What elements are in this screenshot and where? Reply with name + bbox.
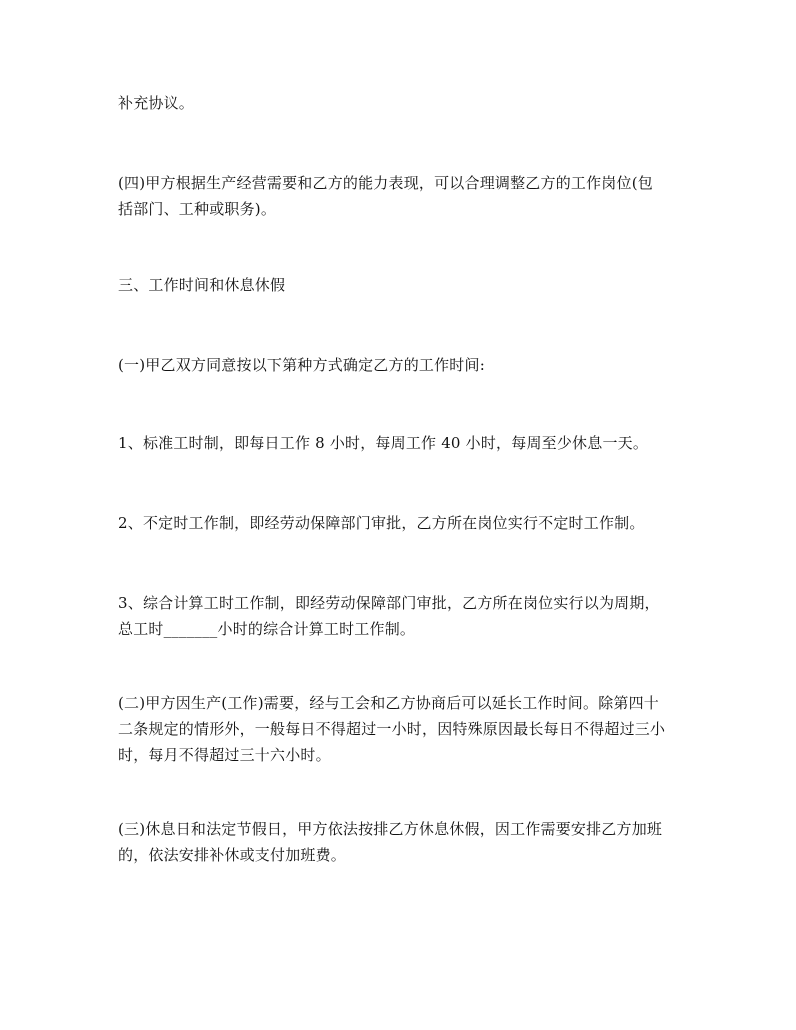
- paragraph-working-time-method: [118, 352, 678, 378]
- text-line: (四)甲方根据生产经营需要和乙方的能力表现，可以合理调整乙方的工作岗位(包: [118, 174, 653, 192]
- text-line: 时，每月不得超过三十六小时。: [118, 746, 331, 764]
- text-line: 3、综合计算工时工作制，即经劳动保障部门审批，乙方所在岗位实行以为周期，: [118, 594, 660, 612]
- section-heading-working-hours: [118, 272, 678, 298]
- paragraph-supplementary-agreement: [118, 90, 678, 116]
- paragraph-rest-days-holidays: [118, 816, 678, 868]
- paragraph-job-adjustment: [118, 170, 678, 222]
- text-line: (一)甲乙双方同意按以下第种方式确定乙方的工作时间:: [118, 356, 485, 374]
- paragraph-standard-hours: [118, 430, 678, 456]
- text-line: 二条规定的情形外，一般每日不得超过一小时，因特殊原因最长每日不得超过三小: [118, 720, 666, 738]
- paragraph-overtime-extension: [118, 690, 678, 768]
- text-line: 2、不定时工作制，即经劳动保障部门审批，乙方所在岗位实行不定时工作制。: [118, 514, 645, 532]
- text-line: 1、标准工时制，即每日工作 8 小时，每周工作 40 小时，每周至少休息一天。: [118, 434, 649, 452]
- text-line: 括部门、工种或职务)。: [118, 200, 277, 218]
- text-line: 总工时_______小时的综合计算工时工作制。: [118, 620, 416, 638]
- paragraph-flexible-hours: [118, 510, 678, 536]
- text-line: (三)休息日和法定节假日，甲方依法按排乙方休息休假，因工作需要安排乙方加班: [118, 820, 663, 838]
- paragraph-comprehensive-hours: [118, 590, 678, 642]
- text-line: 三、工作时间和休息休假: [118, 276, 286, 294]
- text-line: (二)甲方因生产(工作)需要，经与工会和乙方协商后可以延长工作时间。除第四十: [118, 694, 660, 712]
- text-line: 补充协议。: [118, 94, 195, 112]
- text-line: 的，依法安排补休或支付加班费。: [118, 846, 347, 864]
